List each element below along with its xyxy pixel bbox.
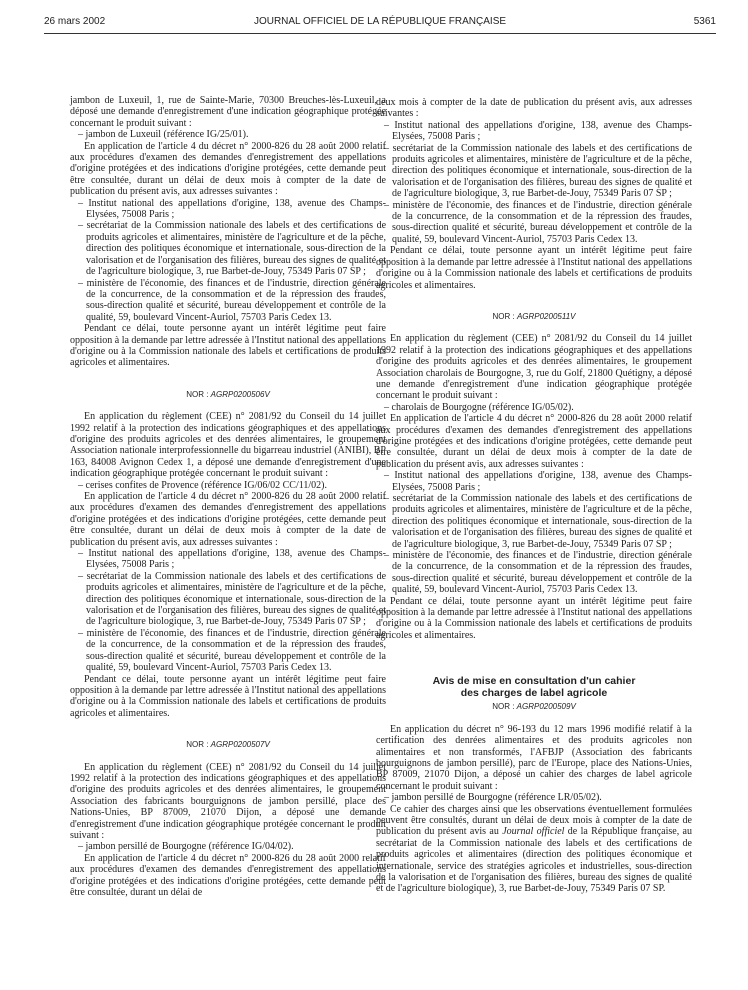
paragraph: En application de l'article 4 du décret n° 2000-826 du 28 août 2000 relatif aux procédures d'examen des demandes d'enregistrement des appellations d'origine protégées et des indications d'origine protégées, cette demande peut être consultée, durant un délai de deux mois à compter de la date de publication du présent avis, aux adresses suivantes : — [70, 491, 386, 548]
nor-prefix: NOR : — [186, 389, 211, 399]
nor-prefix: NOR : — [492, 702, 517, 712]
nor-code: AGRP0200509V — [516, 702, 576, 712]
paragraph: En application de l'article 4 du décret n° 2000-826 du 28 août 2000 relatif aux procédures d'examen des demandes d'enregistrement des appellations d'origine protégées et des indications d'origine protégées, cette demande peut être consultée, durant un délai de deux mois à compter de la date de publication du présent avis, aux adresses suivantes : — [376, 413, 692, 470]
paragraph: En application du décret n° 96-193 du 12 mars 1996 modifié relatif à la certification des denrées alimentaires et des produits agricoles non alimentaires et non transformés, l'AFBJP (Association des fabricants bourguignons de jambon persillé), parc de l'Europe, place des Nations-Unies, BP 87009, 21070 Dijon, a déposé un cahier des charges de label agricole concernant le produit suivant : — [376, 723, 692, 792]
address-item: – ministère de l'économie, des finances et de l'industrie, direction générale de la concurrence, de la consommation et de la répression des fraudes, sous-direction qualité et sécurité, bureau développement et contrôle de la qualité, 59, boulevard Vincent-Auriol, 75703 Paris Cedex 13. — [70, 278, 386, 324]
product-item: – jambon persillé de Bourgogne (référence LR/05/02). — [376, 792, 692, 803]
address-list — [70, 198, 386, 323]
product-list — [70, 480, 386, 491]
paragraph: En application de l'article 4 du décret n° 2000-826 du 28 août 2000 relatif aux procédures d'examen des demandes d'enregistrement des appellations d'origine protégées et des indications d'origine protégées, cette demande peut être consultée, durant un délai de — [70, 852, 386, 898]
product-item: – cerises confites de Provence (référence IG/06/02 CC/11/02). — [70, 480, 386, 491]
address-item: – secrétariat de la Commission nationale des labels et des certifications de produits agricoles et alimentaires, ministère de l'agriculture et de la pêche, direction des politiques économique et internationale, sous-direction de la valorisation et de l'organisation des filières, bureau des signes de qualité et de l'agriculture biologique, 3, rue Barbet-de-Jouy, 75349 Paris 07 SP ; — [376, 143, 692, 200]
journal-title: Journal officiel — [502, 826, 565, 838]
address-item: – secrétariat de la Commission nationale des labels et des certifications de produits agricoles et alimentaires, ministère de l'agriculture et de la pêche, direction des politiques économique et internationale, sous-direction de la valorisation et de l'organisation des filières, bureau des signes de qualité et de l'agriculture biologique, 3, rue Barbet-de-Jouy, 75349 Paris 07 SP ; — [70, 571, 386, 628]
address-item: – Institut national des appellations d'origine, 138, avenue des Champs-Elysées, 75008 Paris ; — [70, 548, 386, 571]
page-header — [44, 16, 716, 30]
paragraph: En application de l'article 4 du décret n° 2000-826 du 28 août 2000 relatif aux procédures d'examen des demandes d'enregistrement des appellations d'origine protégées et des indications d'origine protégées, cette demande peut être consultée, durant un délai de deux mois à compter de la date de publication du présent avis, aux adresses suivantes : — [70, 140, 386, 198]
notice-title-line: des charges de label agricole — [460, 687, 608, 700]
nor-code: AGRP0200506V — [210, 389, 270, 399]
notice-title-line: Avis de mise en consultation d'un cahier — [432, 675, 636, 688]
nor-reference — [70, 389, 386, 400]
header-title: JOURNAL OFFICIEL DE LA RÉPUBLIQUE FRANÇAISE — [253, 16, 507, 27]
address-item: – ministère de l'économie, des finances et de l'industrie, direction générale de la concurrence, de la consommation et de la répression des fraudes, sous-direction qualité et sécurité, bureau développement et contrôle de la qualité, 59, boulevard Vincent-Auriol, 75703 Paris Cedex 13. — [376, 200, 692, 246]
nor-prefix: NOR : — [492, 311, 517, 321]
nor-code: AGRP0200507V — [210, 740, 270, 750]
paragraph: Pendant ce délai, toute personne ayant un intérêt légitime peut faire opposition à la demande par lettre adressée à l'Institut national des appellations d'origine ou à la Commission nationale des labels et certifications de produits agricoles et alimentaires. — [376, 595, 692, 641]
page-number: 5361 — [693, 16, 716, 27]
paragraph: En application du règlement (CEE) n° 2081/92 du Conseil du 14 juillet 1992 relatif à la protection des indications géographiques et des appellations d'origine des produits agricoles et des denrées alimentaires, le groupement Association des fabricants bourguignons de jambon persillé, place des Nations-Unies, BP 87009, 21070 Dijon, a déposé une demande d'enregistrement d'une indication géographique protégée concernant le produit suivant : — [70, 761, 386, 841]
product-list — [376, 402, 692, 413]
paragraph: Pendant ce délai, toute personne ayant un intérêt légitime peut faire opposition à la demande par lettre adressée à l'Institut national des appellations d'origine ou à la Commission nationale des labels et certifications de produits agricoles et alimentaires. — [376, 245, 692, 291]
product-item: – charolais de Bourgogne (référence IG/05/02). — [376, 402, 692, 413]
nor-prefix: NOR : — [186, 740, 211, 750]
address-item: – ministère de l'économie, des finances et de l'industrie, direction générale de la concurrence, de la consommation et de la répression des fraudes, sous-direction qualité et sécurité, bureau développement et contrôle de la qualité, 59, boulevard Vincent-Auriol, 75703 Paris Cedex 13. — [70, 628, 386, 674]
paragraph — [376, 804, 692, 895]
address-list — [376, 120, 692, 245]
address-item: – secrétariat de la Commission nationale des labels et des certifications de produits agricoles et alimentaires, ministère de l'agriculture et de la pêche, direction des politiques économique et internationale, sous-direction de la valorisation et de l'organisation des filières, bureau des signes de qualité et de l'agriculture biologique, 3, rue Barbet-de-Jouy, 75349 Paris 07 SP ; — [376, 493, 692, 550]
product-list — [70, 841, 386, 852]
product-item: – jambon persillé de Bourgogne (référence IG/04/02). — [70, 841, 386, 852]
left-column — [70, 95, 386, 898]
product-item: – jambon de Luxeuil (référence IG/25/01). — [70, 129, 386, 140]
paragraph: deux mois à compter de la date de publication du présent avis, aux adresses suivantes : — [376, 97, 692, 120]
right-column — [376, 97, 692, 895]
notice-title — [376, 675, 692, 699]
text-run: Ce cahier des charges ainsi que les observations éventuellement formulées peuvent être consultés, durant un délai de deux mois à compter de la date de publication du présent avis au — [376, 803, 692, 838]
address-item: – secrétariat de la Commission nationale des labels et des certifications de produits agricoles et alimentaires, ministère de l'agriculture et de la pêche, direction des politiques économique et internationale, sous-direction de la valorisation et de l'organisation des filières, bureau des signes de qualité et de l'agriculture biologique, 3, rue Barbet-de-Jouy, 75349 Paris 07 SP ; — [70, 220, 386, 277]
header-date: 26 mars 2002 — [44, 16, 106, 27]
paragraph: Pendant ce délai, toute personne ayant un intérêt légitime peut faire opposition à la demande par lettre adressée à l'Institut national des appellations d'origine ou à la Commission nationale des labels et certifications de produits agricoles et alimentaires. — [70, 673, 386, 719]
nor-reference — [376, 311, 692, 322]
address-list — [376, 470, 692, 595]
paragraph: jambon de Luxeuil, 1, rue de Sainte-Marie, 70300 Breuches-lès-Luxeuil, a déposé une demande d'enregistrement d'une indication géographique protégée concernant le produit suivant : — [70, 95, 386, 129]
nor-code: AGRP0200511V — [516, 311, 576, 321]
address-list — [70, 548, 386, 673]
nor-reference — [376, 701, 692, 712]
product-list — [70, 129, 386, 140]
text-run: de la République française, au secrétariat de la Commission nationale des labels et des certifications de produits agricoles et alimentaires (direction des politiques économique et internationale, service des stratégies agricoles et industrielles, sous-direction de la valorisation et de l'organisation des filières, bureau des signes de qualité et de l'agriculture biologique), 3, rue Barbet-de-Jouy, 75349 Paris 07 SP. — [376, 826, 692, 895]
address-item: – Institut national des appellations d'origine, 138, avenue des Champs-Elysées, 75008 Paris ; — [376, 470, 692, 493]
address-item: – Institut national des appellations d'origine, 138, avenue des Champs-Elysées, 75008 Paris ; — [70, 198, 386, 221]
address-item: – Institut national des appellations d'origine, 138, avenue des Champs-Elysées, 75008 Paris ; — [376, 120, 692, 143]
paragraph: Pendant ce délai, toute personne ayant un intérêt légitime peut faire opposition à la demande par lettre adressée à l'Institut national des appellations d'origine ou à la Commission nationale des labels et certifications de produits agricoles et alimentaires. — [70, 323, 386, 369]
paragraph: En application du règlement (CEE) n° 2081/92 du Conseil du 14 juillet 1992 relatif à la protection des indications géographiques et des appellations d'origine des produits agricoles et des denrées alimentaires, le groupement Association nationale interprofessionnelle du bigarreau industriel (ANIBI), BP 163, 84008 Avignon Cedex 1, a déposé une demande d'enregistrement d'une indication géographique protégée concernant le produit suivant : — [70, 411, 386, 480]
product-list — [376, 792, 692, 803]
paragraph: En application du règlement (CEE) n° 2081/92 du Conseil du 14 juillet 1992 relatif à la protection des indications géographiques et des appellations d'origine des produits agricoles et des denrées alimentaires, le groupement Association charolais de Bourgogne, 3, rue du Golf, 21800 Quétigny, a déposé une demande d'enregistrement d'une indication géographique protégée concernant le produit suivant : — [376, 333, 692, 402]
nor-reference — [70, 739, 386, 750]
header-rule — [44, 33, 716, 34]
address-item: – ministère de l'économie, des finances et de l'industrie, direction générale de la concurrence, de la consommation et de la répression des fraudes, sous-direction qualité et sécurité, bureau développement et contrôle de la qualité, 59, boulevard Vincent-Auriol, 75703 Paris Cedex 13. — [376, 550, 692, 596]
